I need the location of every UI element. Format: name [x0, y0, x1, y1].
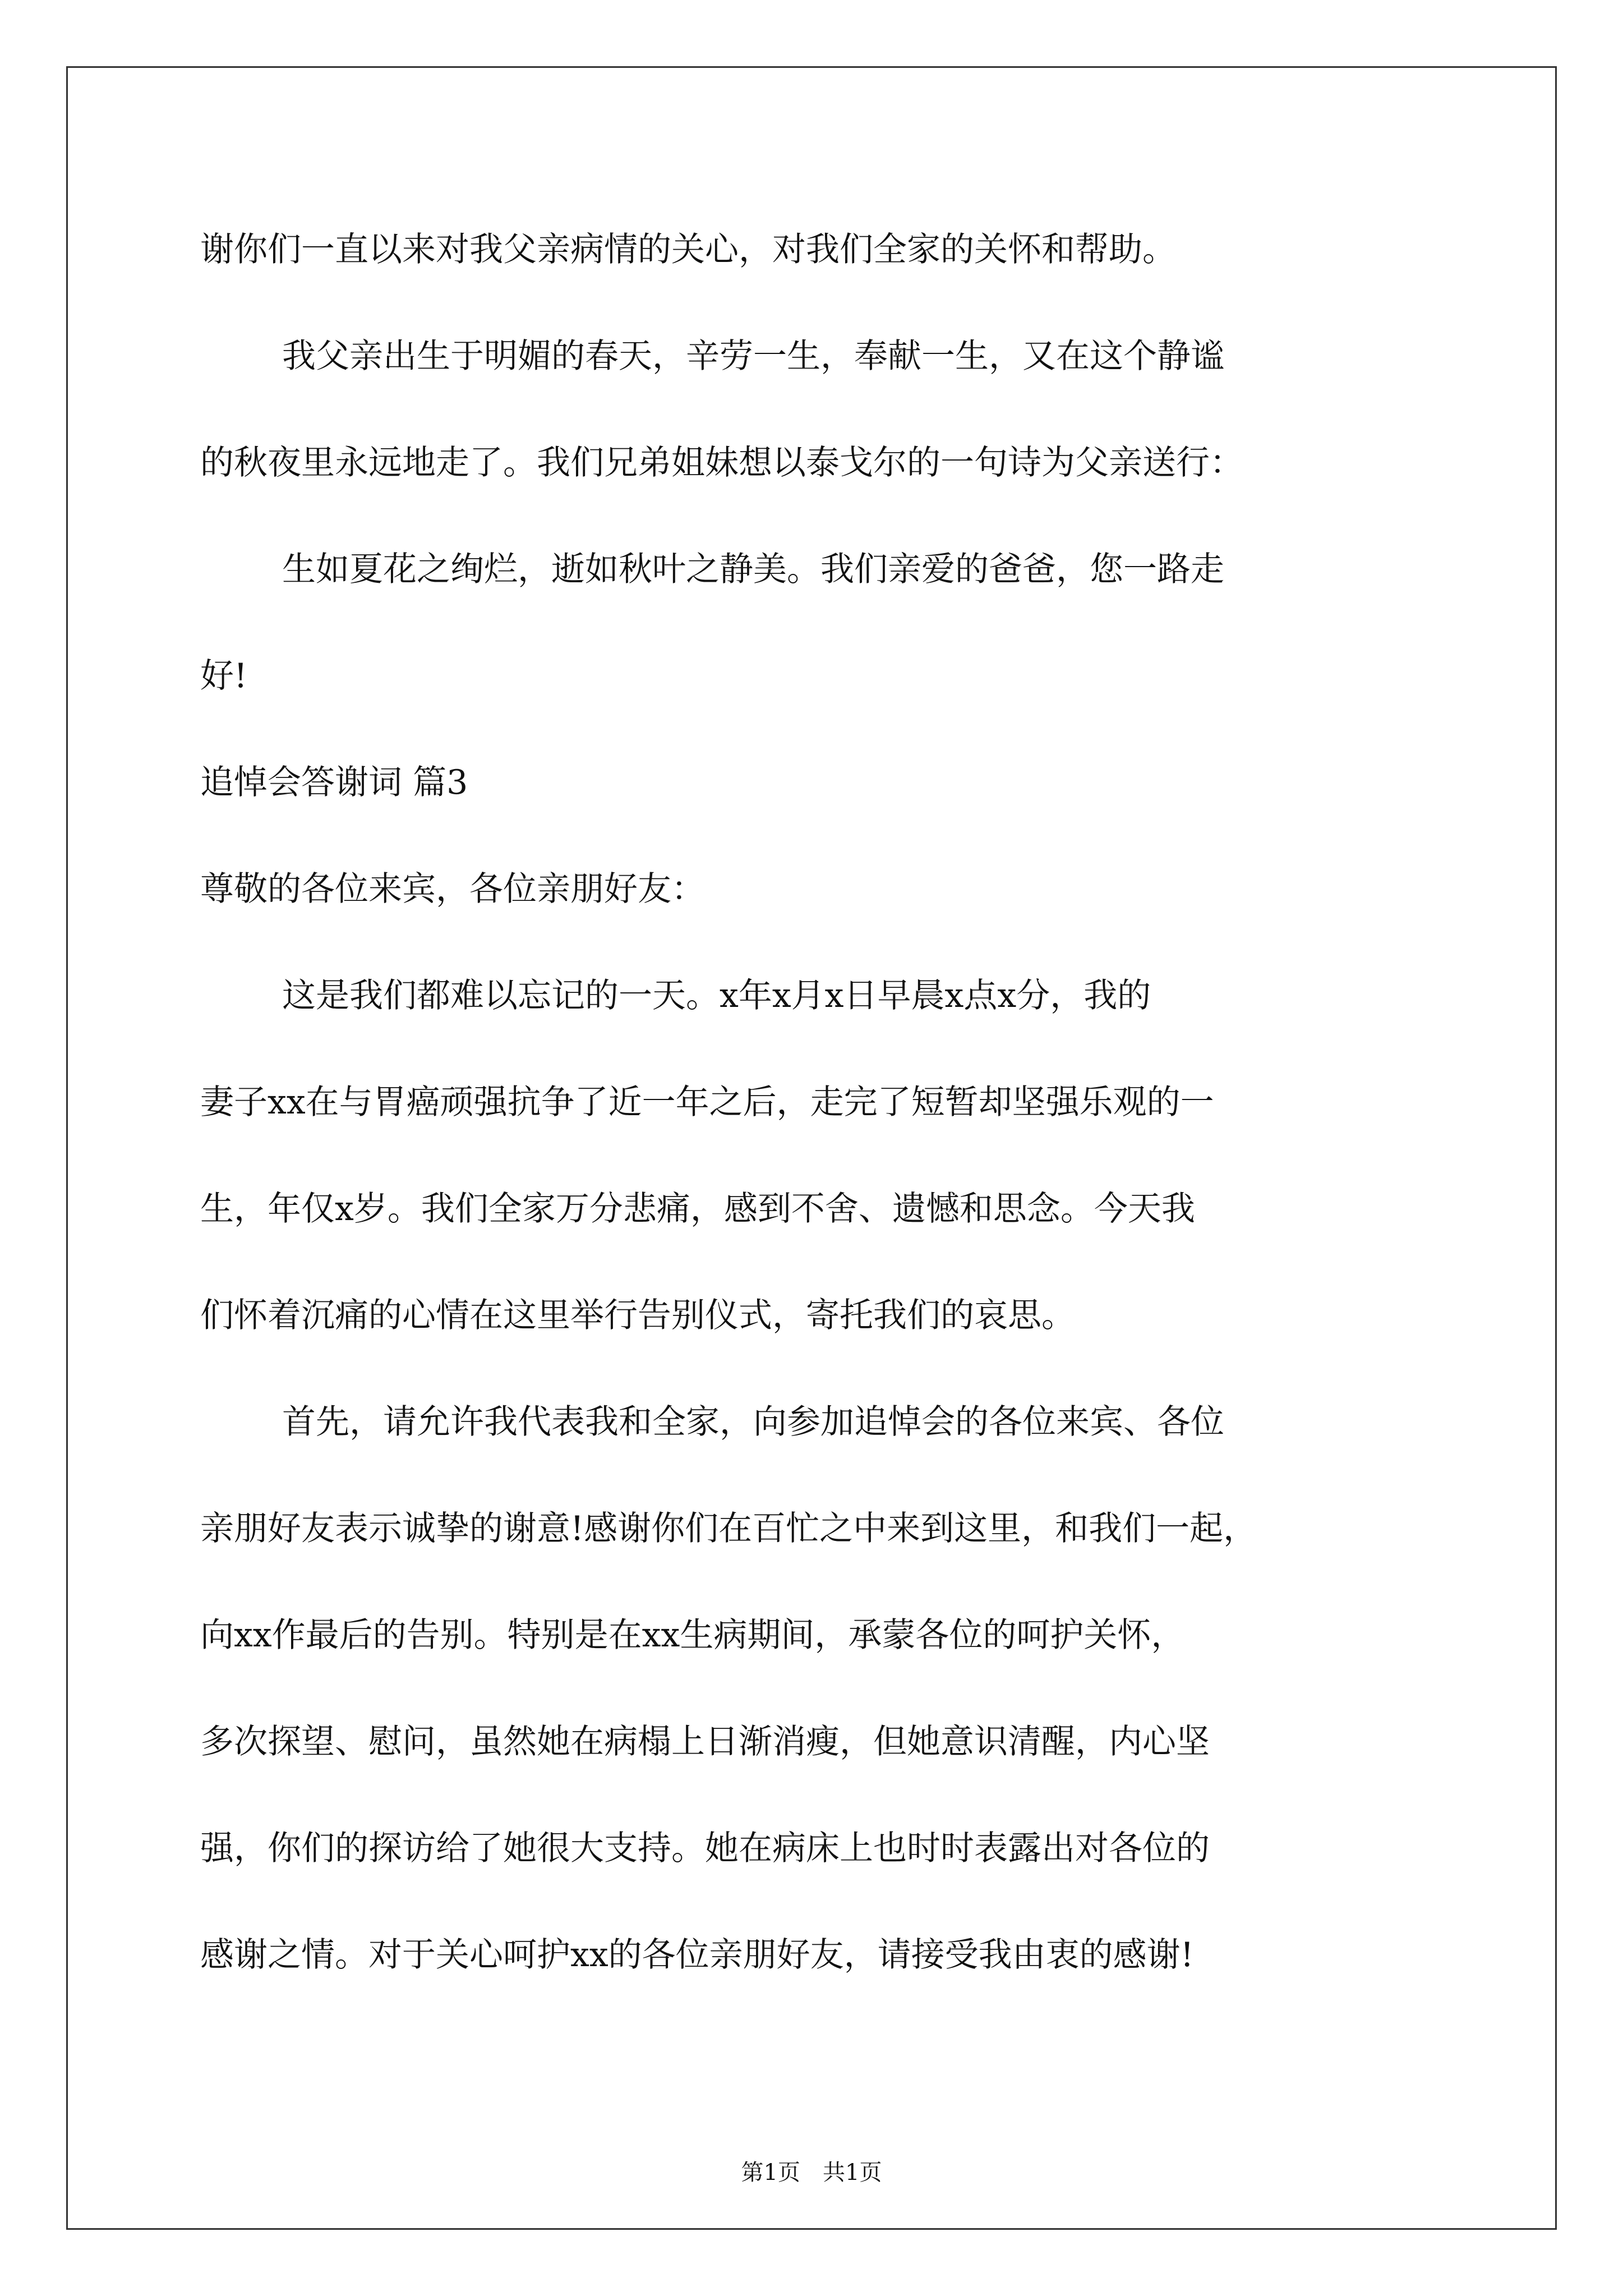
salutation: 尊敬的各位来宾，各位亲朋好友：	[200, 869, 705, 909]
text-line: 我父亲出生于明媚的春天，辛劳一生，奉献一生，又在这个静谧	[282, 337, 1224, 376]
text-line: 的秋夜里永远地走了。我们兄弟姐妹想以泰戈尔的一句诗为父亲送行：	[200, 443, 1243, 482]
page-border	[66, 66, 1557, 2230]
text-line: 向xx作最后的告别。特别是在xx生病期间，承蒙各位的呵护关怀，	[200, 1616, 1185, 1655]
text-line: 这是我们都难以忘记的一天。x年x月x日早晨x点x分，我的	[282, 976, 1151, 1015]
text-line: 多次探望、慰问，虽然她在病榻上日渐消瘦，但她意识清醒，内心坚	[200, 1722, 1210, 1761]
text-line: 强，你们的探访给了她很大支持。她在病床上也时时表露出对各位的	[200, 1829, 1210, 1868]
section-heading: 追悼会答谢词 篇3	[200, 763, 468, 802]
text-line: 好!	[200, 656, 248, 696]
text-line: 首先，请允许我代表我和全家，向参加追悼会的各位来宾、各位	[282, 1402, 1224, 1442]
text-line: 谢你们一直以来对我父亲病情的关心，对我们全家的关怀和帮助。	[200, 230, 1176, 269]
text-line: 感谢之情。对于关心呵护xx的各位亲朋好友，请接受我由衷的感谢!	[200, 1935, 1194, 1975]
text-line: 们怀着沉痛的心情在这里举行告别仪式，寄托我们的哀思。	[200, 1296, 1075, 1335]
text-line: 妻子xx在与胃癌顽强抗争了近一年之后，走完了短暂却坚强乐观的一	[200, 1083, 1214, 1122]
page-footer: 第1页 共1页	[741, 2160, 882, 2185]
text-line: 生如夏花之绚烂，逝如秋叶之静美。我们亲爱的爸爸，您一路走	[282, 550, 1224, 589]
text-line: 亲朋好友表示诚挚的谢意!感谢你们在百忙之中来到这里，和我们一起，	[200, 1509, 1257, 1548]
text-line: 生，年仅x岁。我们全家万分悲痛，感到不舍、遗憾和思念。今天我	[200, 1189, 1195, 1228]
